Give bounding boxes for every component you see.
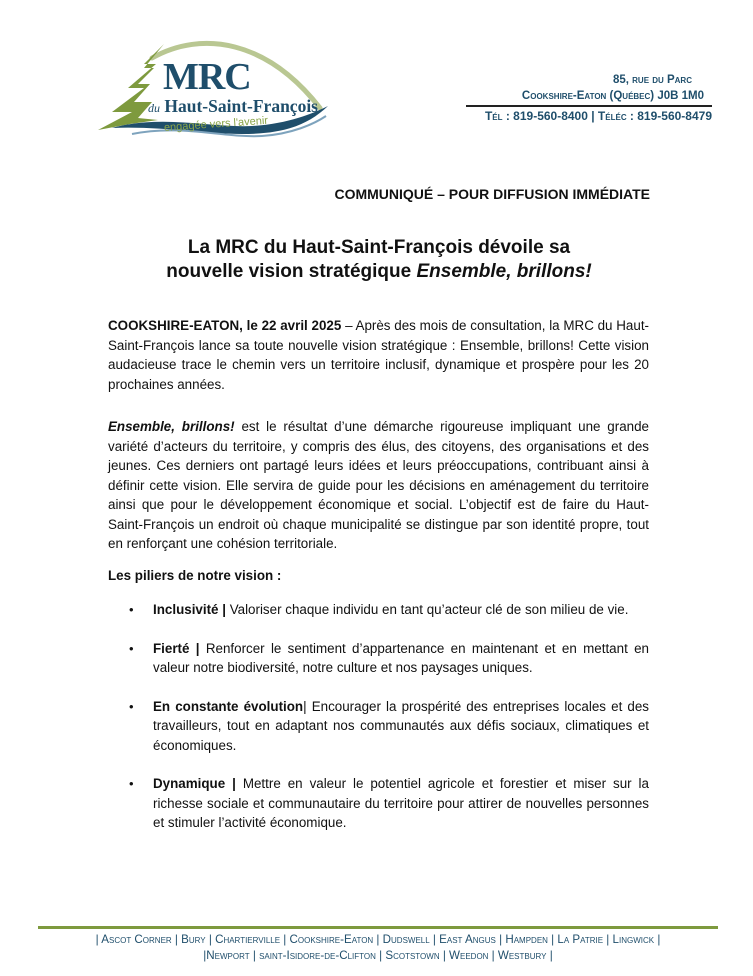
footer-municipalities [38, 932, 718, 964]
pillar-item [108, 600, 649, 620]
bullet-icon: • [129, 698, 134, 714]
address-city: Cookshire-Eaton (Québec) J0B 1M0 [521, 90, 704, 102]
pillar-name: En constante évolution [153, 698, 304, 714]
address-street: 85, rue du Parc [612, 74, 692, 86]
bullet-icon: • [129, 776, 134, 791]
title-line-1: La MRC du Haut-Saint-François dévoile sa [187, 237, 571, 258]
address-phones: Tél : 819-560-8400 | Téléc : 819-560-8479 [484, 109, 712, 123]
mrc-logo [92, 36, 332, 148]
title-line-2 [108, 260, 650, 284]
footer-line-2: |Newport | saint-Isidore-de-Clifton | Scotstown | Weedon | Westbury | [203, 949, 553, 962]
pillar-text: Mettre en valeur le potentiel agricole et forestier et miser sur la richesse sociale et communautaire du territoire pour attirer de nouvelles personnes et stimuler l’activité économique. [153, 776, 649, 830]
pillar-text: Valoriser chaque individu en tant qu’acteur clé de son milieu de vie. [225, 602, 629, 617]
pillars-heading: Les piliers de notre vision : [108, 568, 282, 583]
pillars-list [108, 600, 649, 852]
vision-name: Ensemble, brillons! [108, 419, 235, 434]
release-label: COMMUNIQUÉ – POUR DIFFUSION IMMÉDIATE [334, 186, 650, 202]
pillar-item [108, 639, 649, 678]
address-divider [466, 105, 712, 107]
paragraph-intro [108, 316, 649, 394]
logo-prefix: du [148, 101, 160, 115]
footer-divider [38, 926, 718, 929]
dateline: COOKSHIRE-EATON, le 22 avril 2025 [108, 318, 342, 333]
logo-org-name: Haut-Saint-François [164, 96, 318, 116]
page-title [108, 236, 650, 284]
pillar-name: Inclusivité | [153, 602, 226, 617]
bullet-icon: • [129, 640, 134, 656]
title-emphasis: Ensemble, brillons! [416, 261, 592, 282]
logo-name [148, 98, 318, 116]
logo-title: MRC [163, 56, 251, 98]
paragraph-details-text: est le résultat d’une démarche rigoureuse impliquant une grande variété d’acteurs du territoire, y compris des élus, des citoyens, des organisations et des jeunes. Ces derniers ont partagé leurs idées et leurs préoccupations, contribuant ainsi à définir cette vision. Elle servira de guide pour les décisions en aménagement du territoire ainsi que pour le développement économique et social. L’objectif est de faire du Haut-Saint-François un endroit où chaque municipalité se distingue par son identité propre, tout en renforçant une cohésion territoriale. [108, 419, 649, 551]
paragraph-intro-text: – Après des mois de consultation, la MRC du Haut-Saint-François lance sa toute nouvelle vision stratégique : Ensemble, brillons! Cette vision audacieuse trace le chemin vers un territoire inclusif, dynamique et prospère pour les 20 prochaines années. [108, 318, 650, 392]
pillar-item [108, 697, 649, 756]
bullet-icon: • [129, 602, 134, 617]
pillar-text: Renforcer le sentiment d’appartenance en maintenant et en mettant en valeur notre biodiversité, notre culture et nos paysages uniques. [153, 640, 649, 675]
pillar-name: Dynamique | [153, 776, 236, 791]
footer-line-1: | Ascot Corner | Bury | Chartierville | Cookshire-Eaton | Dudswell | East Angus | Hampden | La Patrie | Lingwick | [95, 933, 661, 946]
paragraph-details [108, 417, 649, 554]
title-line-2-text: nouvelle vision stratégique [166, 261, 417, 282]
pillar-name: Fierté | [153, 640, 200, 656]
logo-tagline: engagée vers l'avenir [163, 114, 269, 134]
pillar-item [108, 774, 649, 833]
pillar-text: | Encourager la prospérité des entreprises locales et des travailleurs, tout en adaptant nos communautés aux défis sociaux, climatiques et économiques. [153, 698, 649, 753]
address-block [404, 72, 704, 104]
